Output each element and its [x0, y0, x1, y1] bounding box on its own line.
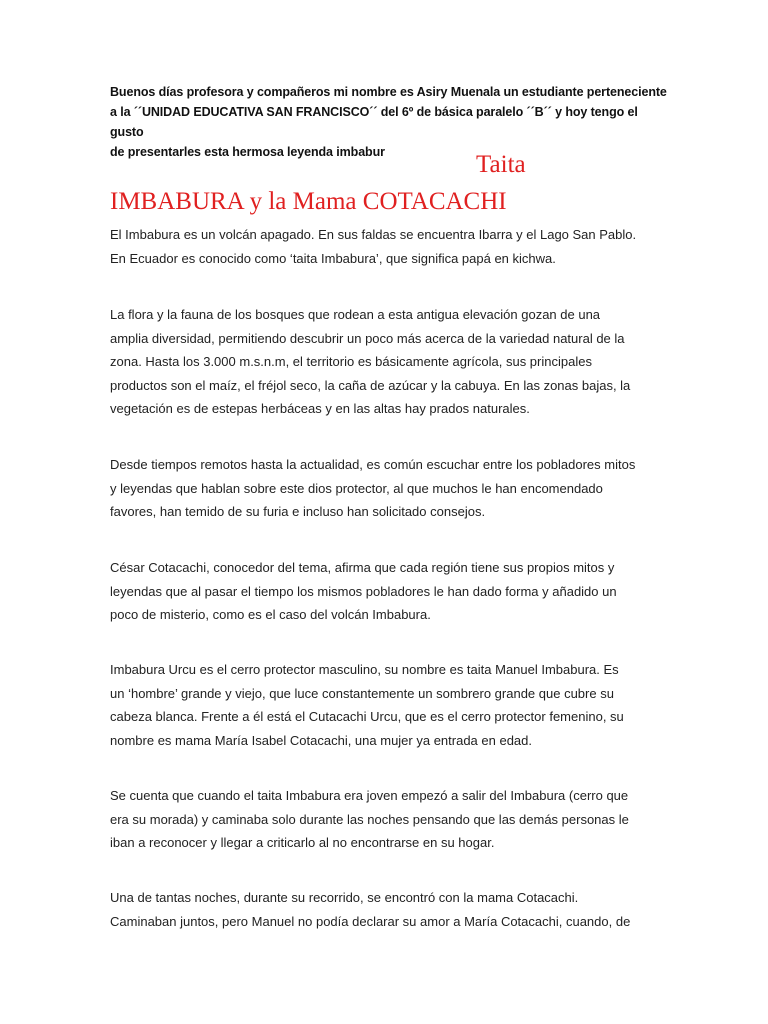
intro-line: Buenos días profesora y compañeros mi nombre es Asiry Muenala un estudiante perteneciente [110, 85, 667, 99]
intro-line: a la ´´UNIDAD EDUCATIVA SAN FRANCISCO´´ del 6º de básica paralelo ´´B´´ y hoy tengo el gusto [110, 105, 638, 139]
paragraph-7 [110, 886, 670, 933]
paragraph-line: Caminaban juntos, pero Manuel no podía declarar su amor a María Cotacachi, cuando, de [110, 913, 631, 929]
paragraph-line: zona. Hasta los 3.000 m.s.n.m, el territorio es básicamente agrícola, sus principales [110, 354, 592, 369]
title-line-2: IMBABURA y la Mama COTACACHI [110, 188, 507, 215]
paragraph-4 [110, 556, 670, 627]
paragraph-line: amplia diversidad, permitiendo descubrir un poco más acerca de la variedad natural de la [110, 330, 625, 346]
intro-line: de presentarles esta hermosa leyenda imbabur [110, 145, 385, 159]
paragraph-1 [110, 223, 670, 270]
paragraph-line: un ‘hombre’ grande y viejo, que luce constantemente un sombrero grande que cubre su [110, 685, 614, 701]
paragraph-line: y leyendas que hablan sobre este dios protector, al que muchos le han encomendado [110, 480, 603, 496]
paragraph-line: Imbabura Urcu es el cerro protector masculino, su nombre es taita Manuel Imbabura. Es [110, 662, 619, 677]
paragraph-3 [110, 453, 670, 524]
paragraph-line: iban a reconocer y llegar a criticarlo al no encontrarse en su hogar. [110, 835, 495, 850]
paragraph-line: nombre es mama María Isabel Cotacachi, una mujer ya entrada en edad. [110, 732, 533, 748]
paragraph-line: era su morada) y caminaba solo durante las noches pensando que las demás personas le [110, 811, 629, 827]
paragraph-line: poco de misterio, como es el caso del volcán Imbabura. [110, 607, 431, 622]
paragraph-line: productos son el maíz, el fréjol seco, la caña de azúcar y la cabuya. En las zonas bajas, la [110, 377, 631, 393]
paragraph-line: vegetación es de estepas herbáceas y en las altas hay prados naturales. [110, 401, 530, 416]
paragraph-line: En Ecuador es conocido como ‘taita Imbabura’, que significa papá en kichwa. [110, 250, 556, 266]
paragraph-line: La flora y la fauna de los bosques que rodean a esta antigua elevación gozan de una [110, 307, 601, 322]
paragraph-2 [110, 303, 670, 421]
paragraph-line: Desde tiempos remotos hasta la actualidad, es común escuchar entre los pobladores mitos [110, 457, 636, 472]
intro-paragraph [110, 82, 670, 162]
paragraph-6 [110, 784, 670, 855]
paragraph-line: César Cotacachi, conocedor del tema, afirma que cada región tiene sus propios mitos y [110, 560, 615, 575]
paragraph-line: cabeza blanca. Frente a él está el Cutacachi Urcu, que es el cerro protector femenino, su [110, 709, 624, 724]
paragraph-line: Una de tantas noches, durante su recorrido, se encontró con la mama Cotacachi. [110, 890, 579, 905]
paragraph-line: leyendas que al pasar el tiempo los mismos pobladores le han dado forma y añadido un [110, 583, 617, 599]
paragraph-5 [110, 658, 670, 752]
title-line-1: Taita [476, 151, 526, 178]
paragraph-line: favores, han temido de su furia e incluso han solicitado consejos. [110, 504, 486, 519]
paragraph-line: El Imbabura es un volcán apagado. En sus faldas se encuentra Ibarra y el Lago San Pablo. [110, 227, 637, 242]
paragraph-line: Se cuenta que cuando el taita Imbabura era joven empezó a salir del Imbabura (cerro que [110, 788, 629, 803]
